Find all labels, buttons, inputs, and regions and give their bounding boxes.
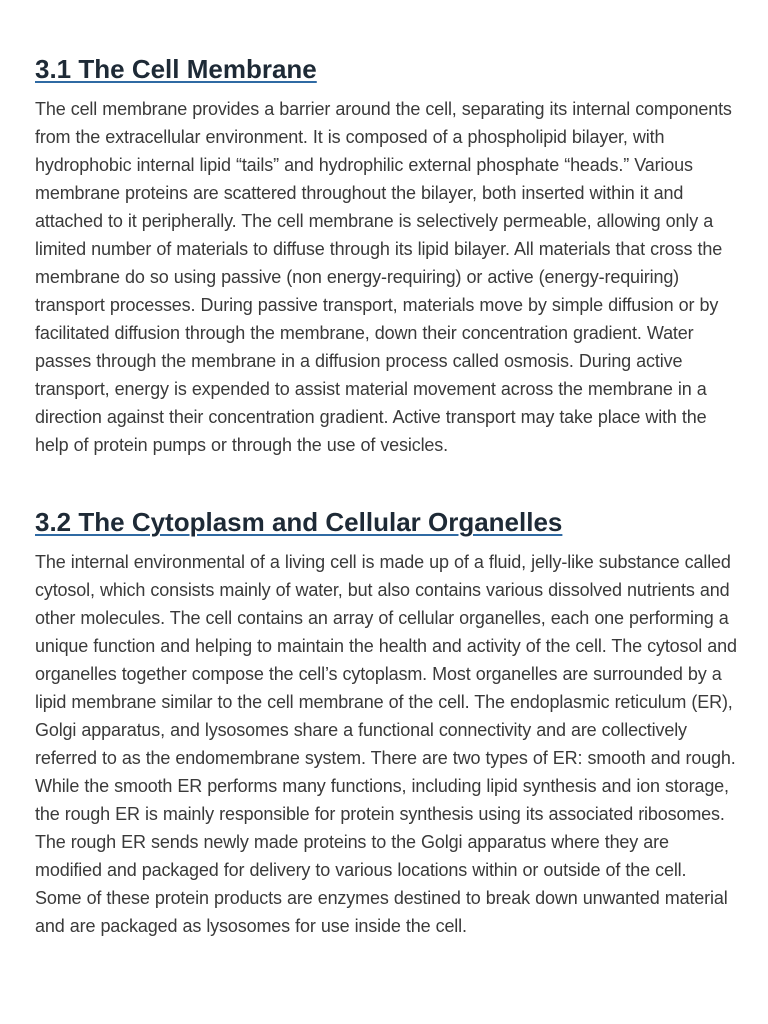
section-link-cytoplasm-organelles[interactable]: 3.2 The Cytoplasm and Cellular Organelles [35, 507, 563, 537]
section-heading-cytoplasm-organelles [35, 505, 562, 539]
section-link-cell-membrane[interactable]: 3.1 The Cell Membrane [35, 54, 317, 84]
section-heading-cell-membrane [35, 52, 317, 86]
section-paragraph-cytoplasm-organelles: The internal environmental of a living cell is made up of a fluid, jelly-like substance called cytosol, which consists mainly of water, but also contains various dissolved nutrients and other molecules. The cell contains an array of cellular organelles, each one performing a unique function and helping to maintain the health and activity of the cell. The cytosol and organelles together compose the cell’s cytoplasm. Most organelles are surrounded by a lipid membrane similar to the cell membrane of the cell. The endoplasmic reticulum (ER), Golgi apparatus, and lysosomes share a functional connectivity and are collectively referred to as the endomembrane system. There are two types of ER: smooth and rough. While the smooth ER performs many functions, including lipid synthesis and ion storage, the rough ER is mainly responsible for protein synthesis using its associated ribosomes. The rough ER sends newly made proteins to the Golgi apparatus where they are modified and packaged for delivery to various locations within or outside of the cell. Some of these protein products are enzymes destined to break down unwanted material and are packaged as lysosomes for use inside the cell. [35, 552, 737, 936]
section-paragraph-cell-membrane: The cell membrane provides a barrier around the cell, separating its internal components from the extracellular environment. It is composed of a phospholipid bilayer, with hydrophobic internal lipid “tails” and hydrophilic external phosphate “heads.” Various membrane proteins are scattered throughout the bilayer, both inserted within it and attached to it peripherally. The cell membrane is selectively permeable, allowing only a limited number of materials to diffuse through its lipid bilayer. All materials that cross the membrane do so using passive (non energy-requiring) or active (energy-requiring) transport processes. During passive transport, materials move by simple diffusion or by facilitated diffusion through the membrane, down their concentration gradient. Water passes through the membrane in a diffusion process called osmosis. During active transport, energy is expended to assist material movement across the membrane in a direction against their concentration gradient. Active transport may take place with the help of protein pumps or through the use of vesicles. [35, 99, 732, 455]
